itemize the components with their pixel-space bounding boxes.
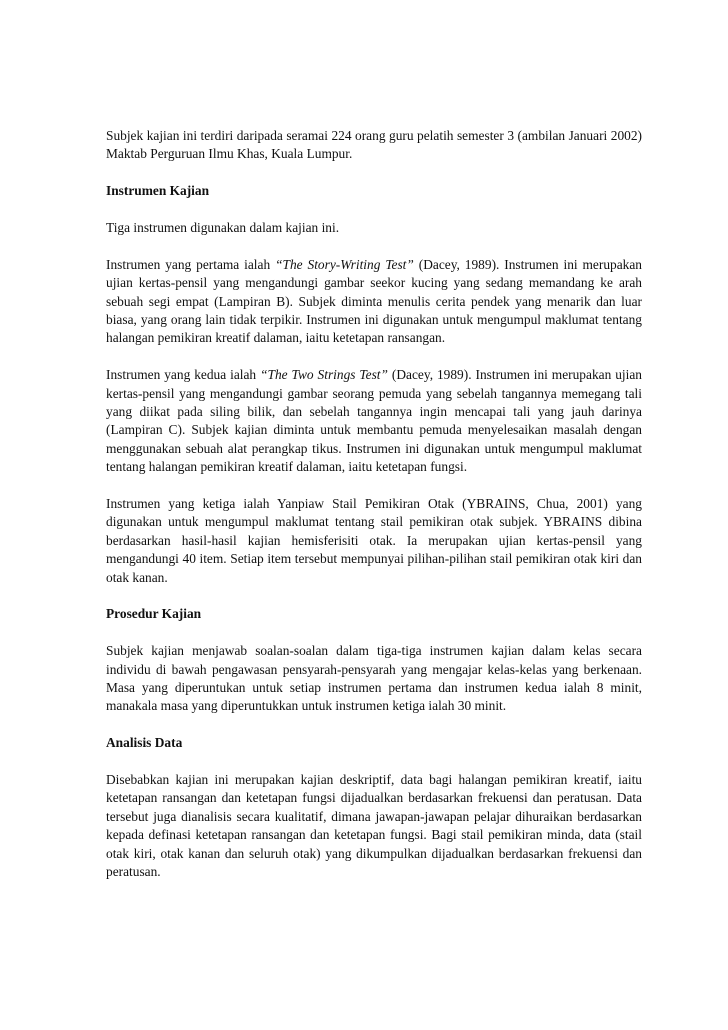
story-writing-test-title: “The Story-Writing Test” bbox=[275, 256, 414, 272]
heading-analisis-data: Analisis Data bbox=[106, 735, 183, 751]
document-page bbox=[106, 127, 642, 900]
two-strings-test-title: “The Two Strings Test” bbox=[260, 367, 388, 383]
instrumen-first-text-rest: (Dacey, 1989). Instrumen ini merupakan ujian kertas-pensil yang mengandungi gambar seekor kucing yang sedang memandang ke arah sebuah segi empat (Lampiran B). Subjek diminta menulis cerita pendek yang menarik dan luar biasa, yang orang lain tidak terpikir. Instrumen ini digunakan untuk mengumpul maklumat tentang halangan pemikiran kreatif dalaman, iaitu ketetapan ransangan. bbox=[106, 256, 642, 346]
instrumen-lead-paragraph: Tiga instrumen digunakan dalam kajian ini. bbox=[106, 220, 340, 235]
analisis-paragraph: Disebabkan kajian ini merupakan kajian deskriptif, data bagi halangan pemikiran kreatif, iaitu ketetapan ransangan dan ketetapan fungsi dijadualkan berdasarkan frekuensi dan peratusan. Data tersebut juga dianalisis secara kualitatif, dimana jawapan-jawapan pelajar dihuraikan berdasarkan kepada definasi ketetapan ransangan dan ketetapan fungsi. Bagi stail pemikiran minda, data (stail otak kiri, otak kanan dan seluruh otak) yang dikumpulkan dijadualkan berdasarkan frekuensi dan peratusan. bbox=[106, 772, 642, 880]
heading-instrumen-kajian: Instrumen Kajian bbox=[106, 183, 210, 199]
instrumen-third-paragraph: Instrumen yang ketiga ialah Yanpiaw Stail Pemikiran Otak (YBRAINS, Chua, 2001) yang digunakan untuk mengumpul maklumat tentang stail pemikiran otak subjek. YBRAINS dibina berdasarkan hasil-hasil kajian hemisferisiti otak. Ia merupakan ujian kertas-pensil yang mengandungi 40 item. Setiap item tersebut mempunyai pilihan-pilihan stail pemikiran otak kiri dan otak kanan. bbox=[106, 496, 642, 585]
instrumen-first-text-start: Instrumen yang pertama ialah bbox=[106, 256, 276, 272]
instrumen-second-text-rest: (Dacey, 1989). Instrumen ini merupakan ujian kertas-pensil yang mengandungi gambar seorang pemuda yang sebelah tangannya memegang tali yang diikat pada siling bilik, dan sebelah tangannya ingin mencapai tali yang jauh darinya (Lampiran C). Subjek kajian diminta untuk membantu pemuda menyelesaikan masalah dengan menggunakan sebuah alat perangkap tikus. Instrumen ini digunakan untuk mengumpul maklumat tentang halangan pemikiran kreatif dalaman, iaitu ketetapan fungsi. bbox=[106, 367, 642, 475]
instrumen-second-paragraph bbox=[106, 366, 642, 476]
instrumen-second-text-start: Instrumen yang kedua ialah bbox=[106, 367, 261, 383]
instrumen-first-paragraph bbox=[106, 256, 642, 348]
prosedur-paragraph: Subjek kajian menjawab soalan-soalan dalam tiga-tiga instrumen kajian dalam kelas secara individu di bawah pengawasan pensyarah-pensyarah yang mengajar kelas-kelas yang berkenaan. Masa yang diperuntukan untuk setiap instrumen pertama dan instrumen kedua ialah 8 minit, manakala masa yang diperuntukkan untuk instrumen ketiga ialah 30 minit. bbox=[106, 643, 642, 714]
heading-prosedur-kajian: Prosedur Kajian bbox=[106, 606, 202, 622]
intro-paragraph: Subjek kajian ini terdiri daripada seramai 224 orang guru pelatih semester 3 (ambilan Januari 2002) Maktab Perguruan Ilmu Khas, Kuala Lumpur. bbox=[106, 128, 642, 162]
